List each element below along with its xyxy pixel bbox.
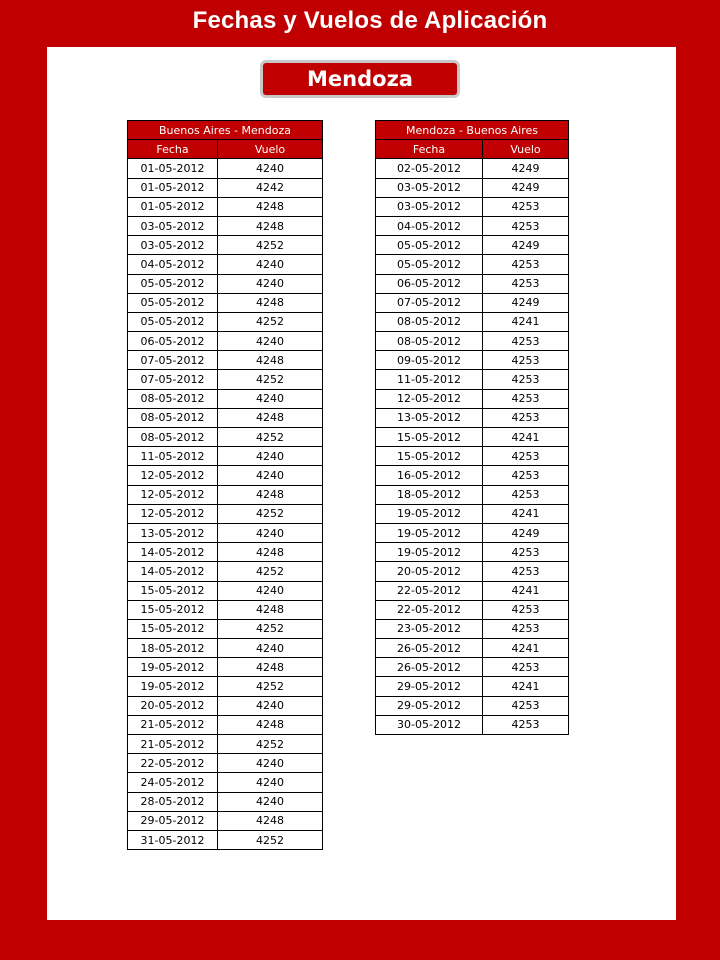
date-cell: 12-05-2012 xyxy=(128,466,218,485)
date-cell: 12-05-2012 xyxy=(128,485,218,504)
flight-cell: 4253 xyxy=(483,619,569,638)
table-row xyxy=(376,677,569,696)
flight-cell: 4253 xyxy=(483,658,569,677)
table-row xyxy=(128,408,323,427)
date-cell: 20-05-2012 xyxy=(128,696,218,715)
date-cell: 01-05-2012 xyxy=(128,197,218,216)
return-col-flight-header: Vuelo xyxy=(483,140,569,159)
flight-cell: 4253 xyxy=(483,600,569,619)
date-cell: 07-05-2012 xyxy=(128,370,218,389)
table-row xyxy=(128,792,323,811)
date-cell: 15-05-2012 xyxy=(376,428,483,447)
table-row xyxy=(376,389,569,408)
flight-cell: 4253 xyxy=(483,466,569,485)
flight-cell: 4253 xyxy=(483,332,569,351)
flight-cell: 4249 xyxy=(483,159,569,178)
flight-cell: 4240 xyxy=(218,754,323,773)
flight-cell: 4252 xyxy=(218,312,323,331)
table-row xyxy=(128,543,323,562)
date-cell: 04-05-2012 xyxy=(376,216,483,235)
flight-cell: 4240 xyxy=(218,447,323,466)
flight-cell: 4253 xyxy=(483,255,569,274)
table-row xyxy=(376,619,569,638)
table-row xyxy=(376,428,569,447)
table-row xyxy=(376,159,569,178)
flight-cell: 4252 xyxy=(218,735,323,754)
table-row xyxy=(128,773,323,792)
table-row xyxy=(128,562,323,581)
flight-cell: 4252 xyxy=(218,562,323,581)
date-cell: 08-05-2012 xyxy=(128,428,218,447)
date-cell: 01-05-2012 xyxy=(128,159,218,178)
flight-cell: 4253 xyxy=(483,216,569,235)
flight-cell: 4253 xyxy=(483,351,569,370)
flight-cell: 4248 xyxy=(218,197,323,216)
flight-cell: 4252 xyxy=(218,370,323,389)
date-cell: 11-05-2012 xyxy=(376,370,483,389)
table-row xyxy=(128,754,323,773)
flight-cell: 4253 xyxy=(483,715,569,734)
table-row xyxy=(128,715,323,734)
table-row xyxy=(128,178,323,197)
flight-cell: 4253 xyxy=(483,197,569,216)
table-row xyxy=(128,370,323,389)
outbound-table-title: Buenos Aires - Mendoza xyxy=(128,121,323,140)
table-row xyxy=(128,619,323,638)
date-cell: 15-05-2012 xyxy=(128,581,218,600)
flight-cell: 4253 xyxy=(483,543,569,562)
flight-cell: 4253 xyxy=(483,274,569,293)
table-row xyxy=(128,447,323,466)
flight-cell: 4240 xyxy=(218,581,323,600)
flight-cell: 4253 xyxy=(483,389,569,408)
flight-cell: 4240 xyxy=(218,255,323,274)
date-cell: 13-05-2012 xyxy=(128,523,218,542)
flight-cell: 4252 xyxy=(218,619,323,638)
table-row xyxy=(376,408,569,427)
outbound-table-body xyxy=(128,159,323,850)
date-cell: 19-05-2012 xyxy=(128,677,218,696)
date-cell: 06-05-2012 xyxy=(128,332,218,351)
table-row xyxy=(128,658,323,677)
table-row xyxy=(128,504,323,523)
date-cell: 05-05-2012 xyxy=(128,293,218,312)
date-cell: 15-05-2012 xyxy=(128,619,218,638)
date-cell: 14-05-2012 xyxy=(128,562,218,581)
table-row xyxy=(128,274,323,293)
date-cell: 15-05-2012 xyxy=(128,600,218,619)
date-cell: 08-05-2012 xyxy=(376,312,483,331)
table-row xyxy=(128,255,323,274)
date-cell: 06-05-2012 xyxy=(376,274,483,293)
date-cell: 21-05-2012 xyxy=(128,735,218,754)
table-row xyxy=(128,216,323,235)
date-cell: 29-05-2012 xyxy=(376,696,483,715)
flight-cell: 4241 xyxy=(483,312,569,331)
date-cell: 23-05-2012 xyxy=(376,619,483,638)
flight-cell: 4248 xyxy=(218,485,323,504)
date-cell: 14-05-2012 xyxy=(128,543,218,562)
date-cell: 19-05-2012 xyxy=(128,658,218,677)
flight-cell: 4248 xyxy=(218,293,323,312)
flight-cell: 4241 xyxy=(483,677,569,696)
flight-cell: 4252 xyxy=(218,677,323,696)
flight-cell: 4240 xyxy=(218,639,323,658)
table-row xyxy=(376,485,569,504)
table-row xyxy=(128,696,323,715)
outbound-flights-table xyxy=(127,120,323,850)
table-row xyxy=(128,351,323,370)
flight-cell: 4252 xyxy=(218,428,323,447)
date-cell: 05-05-2012 xyxy=(376,236,483,255)
flight-cell: 4253 xyxy=(483,485,569,504)
table-row xyxy=(376,255,569,274)
date-cell: 22-05-2012 xyxy=(376,600,483,619)
table-row xyxy=(376,370,569,389)
flight-cell: 4248 xyxy=(218,715,323,734)
flight-cell: 4253 xyxy=(483,408,569,427)
table-row xyxy=(376,236,569,255)
table-row xyxy=(128,811,323,830)
date-cell: 03-05-2012 xyxy=(128,236,218,255)
date-cell: 05-05-2012 xyxy=(376,255,483,274)
return-flights-table xyxy=(375,120,569,735)
date-cell: 05-05-2012 xyxy=(128,312,218,331)
table-row xyxy=(376,466,569,485)
date-cell: 03-05-2012 xyxy=(376,178,483,197)
flight-cell: 4252 xyxy=(218,830,323,849)
date-cell: 13-05-2012 xyxy=(376,408,483,427)
table-row xyxy=(376,178,569,197)
return-col-date-header: Fecha xyxy=(376,140,483,159)
outbound-col-flight-header: Vuelo xyxy=(218,140,323,159)
date-cell: 07-05-2012 xyxy=(376,293,483,312)
table-row xyxy=(376,523,569,542)
date-cell: 02-05-2012 xyxy=(376,159,483,178)
flight-cell: 4241 xyxy=(483,581,569,600)
flight-cell: 4248 xyxy=(218,408,323,427)
table-row xyxy=(376,312,569,331)
date-cell: 11-05-2012 xyxy=(128,447,218,466)
table-row xyxy=(376,197,569,216)
table-row xyxy=(376,504,569,523)
date-cell: 12-05-2012 xyxy=(128,504,218,523)
table-row xyxy=(128,389,323,408)
date-cell: 09-05-2012 xyxy=(376,351,483,370)
date-cell: 21-05-2012 xyxy=(128,715,218,734)
date-cell: 01-05-2012 xyxy=(128,178,218,197)
flight-cell: 4241 xyxy=(483,504,569,523)
date-cell: 30-05-2012 xyxy=(376,715,483,734)
date-cell: 16-05-2012 xyxy=(376,466,483,485)
page-title: Fechas y Vuelos de Aplicación xyxy=(192,7,548,34)
flight-cell: 4248 xyxy=(218,216,323,235)
table-row xyxy=(128,428,323,447)
table-row xyxy=(128,466,323,485)
table-row xyxy=(376,216,569,235)
date-cell: 26-05-2012 xyxy=(376,639,483,658)
table-row xyxy=(376,543,569,562)
date-cell: 31-05-2012 xyxy=(128,830,218,849)
flight-cell: 4242 xyxy=(218,178,323,197)
flight-cell: 4248 xyxy=(218,351,323,370)
table-row xyxy=(376,600,569,619)
flight-cell: 4248 xyxy=(218,543,323,562)
date-cell: 24-05-2012 xyxy=(128,773,218,792)
flight-cell: 4253 xyxy=(483,562,569,581)
flight-cell: 4249 xyxy=(483,236,569,255)
flight-cell: 4240 xyxy=(218,773,323,792)
flight-cell: 4241 xyxy=(483,428,569,447)
date-cell: 19-05-2012 xyxy=(376,543,483,562)
date-cell: 22-05-2012 xyxy=(376,581,483,600)
table-row xyxy=(376,658,569,677)
flight-cell: 4241 xyxy=(483,639,569,658)
flight-cell: 4252 xyxy=(218,504,323,523)
outbound-col-date-header: Fecha xyxy=(128,140,218,159)
flight-cell: 4240 xyxy=(218,696,323,715)
table-row xyxy=(128,677,323,696)
table-row xyxy=(128,293,323,312)
date-cell: 18-05-2012 xyxy=(128,639,218,658)
table-row xyxy=(128,830,323,849)
table-row xyxy=(376,332,569,351)
table-row xyxy=(128,236,323,255)
date-cell: 03-05-2012 xyxy=(128,216,218,235)
table-row xyxy=(128,197,323,216)
date-cell: 03-05-2012 xyxy=(376,197,483,216)
table-row xyxy=(376,351,569,370)
flight-cell: 4249 xyxy=(483,523,569,542)
flight-cell: 4248 xyxy=(218,600,323,619)
return-table-body xyxy=(376,159,569,735)
date-cell: 15-05-2012 xyxy=(376,447,483,466)
flight-cell: 4240 xyxy=(218,332,323,351)
date-cell: 08-05-2012 xyxy=(128,389,218,408)
date-cell: 08-05-2012 xyxy=(128,408,218,427)
date-cell: 18-05-2012 xyxy=(376,485,483,504)
table-row xyxy=(128,159,323,178)
table-row xyxy=(376,581,569,600)
city-badge: Mendoza xyxy=(260,60,460,98)
table-row xyxy=(376,715,569,734)
date-cell: 22-05-2012 xyxy=(128,754,218,773)
flight-cell: 4252 xyxy=(218,236,323,255)
flight-cell: 4253 xyxy=(483,447,569,466)
table-row xyxy=(128,485,323,504)
date-cell: 04-05-2012 xyxy=(128,255,218,274)
table-row xyxy=(128,735,323,754)
flight-cell: 4240 xyxy=(218,159,323,178)
date-cell: 19-05-2012 xyxy=(376,523,483,542)
date-cell: 29-05-2012 xyxy=(376,677,483,696)
table-row xyxy=(128,332,323,351)
table-row xyxy=(128,523,323,542)
table-row xyxy=(128,312,323,331)
date-cell: 08-05-2012 xyxy=(376,332,483,351)
date-cell: 28-05-2012 xyxy=(128,792,218,811)
table-row xyxy=(128,600,323,619)
date-cell: 20-05-2012 xyxy=(376,562,483,581)
flight-cell: 4253 xyxy=(483,696,569,715)
flight-cell: 4249 xyxy=(483,178,569,197)
table-row xyxy=(376,293,569,312)
table-row xyxy=(376,274,569,293)
flight-cell: 4240 xyxy=(218,792,323,811)
date-cell: 05-05-2012 xyxy=(128,274,218,293)
table-row xyxy=(376,639,569,658)
return-table-title: Mendoza - Buenos Aires xyxy=(376,121,569,140)
flight-cell: 4253 xyxy=(483,370,569,389)
table-row xyxy=(376,696,569,715)
date-cell: 19-05-2012 xyxy=(376,504,483,523)
flight-cell: 4248 xyxy=(218,811,323,830)
flight-cell: 4249 xyxy=(483,293,569,312)
table-row xyxy=(128,581,323,600)
date-cell: 26-05-2012 xyxy=(376,658,483,677)
date-cell: 29-05-2012 xyxy=(128,811,218,830)
table-row xyxy=(376,447,569,466)
flight-cell: 4240 xyxy=(218,466,323,485)
table-row xyxy=(376,562,569,581)
flight-cell: 4240 xyxy=(218,389,323,408)
date-cell: 07-05-2012 xyxy=(128,351,218,370)
flight-cell: 4248 xyxy=(218,658,323,677)
date-cell: 12-05-2012 xyxy=(376,389,483,408)
table-row xyxy=(128,639,323,658)
flight-cell: 4240 xyxy=(218,274,323,293)
flight-cell: 4240 xyxy=(218,523,323,542)
